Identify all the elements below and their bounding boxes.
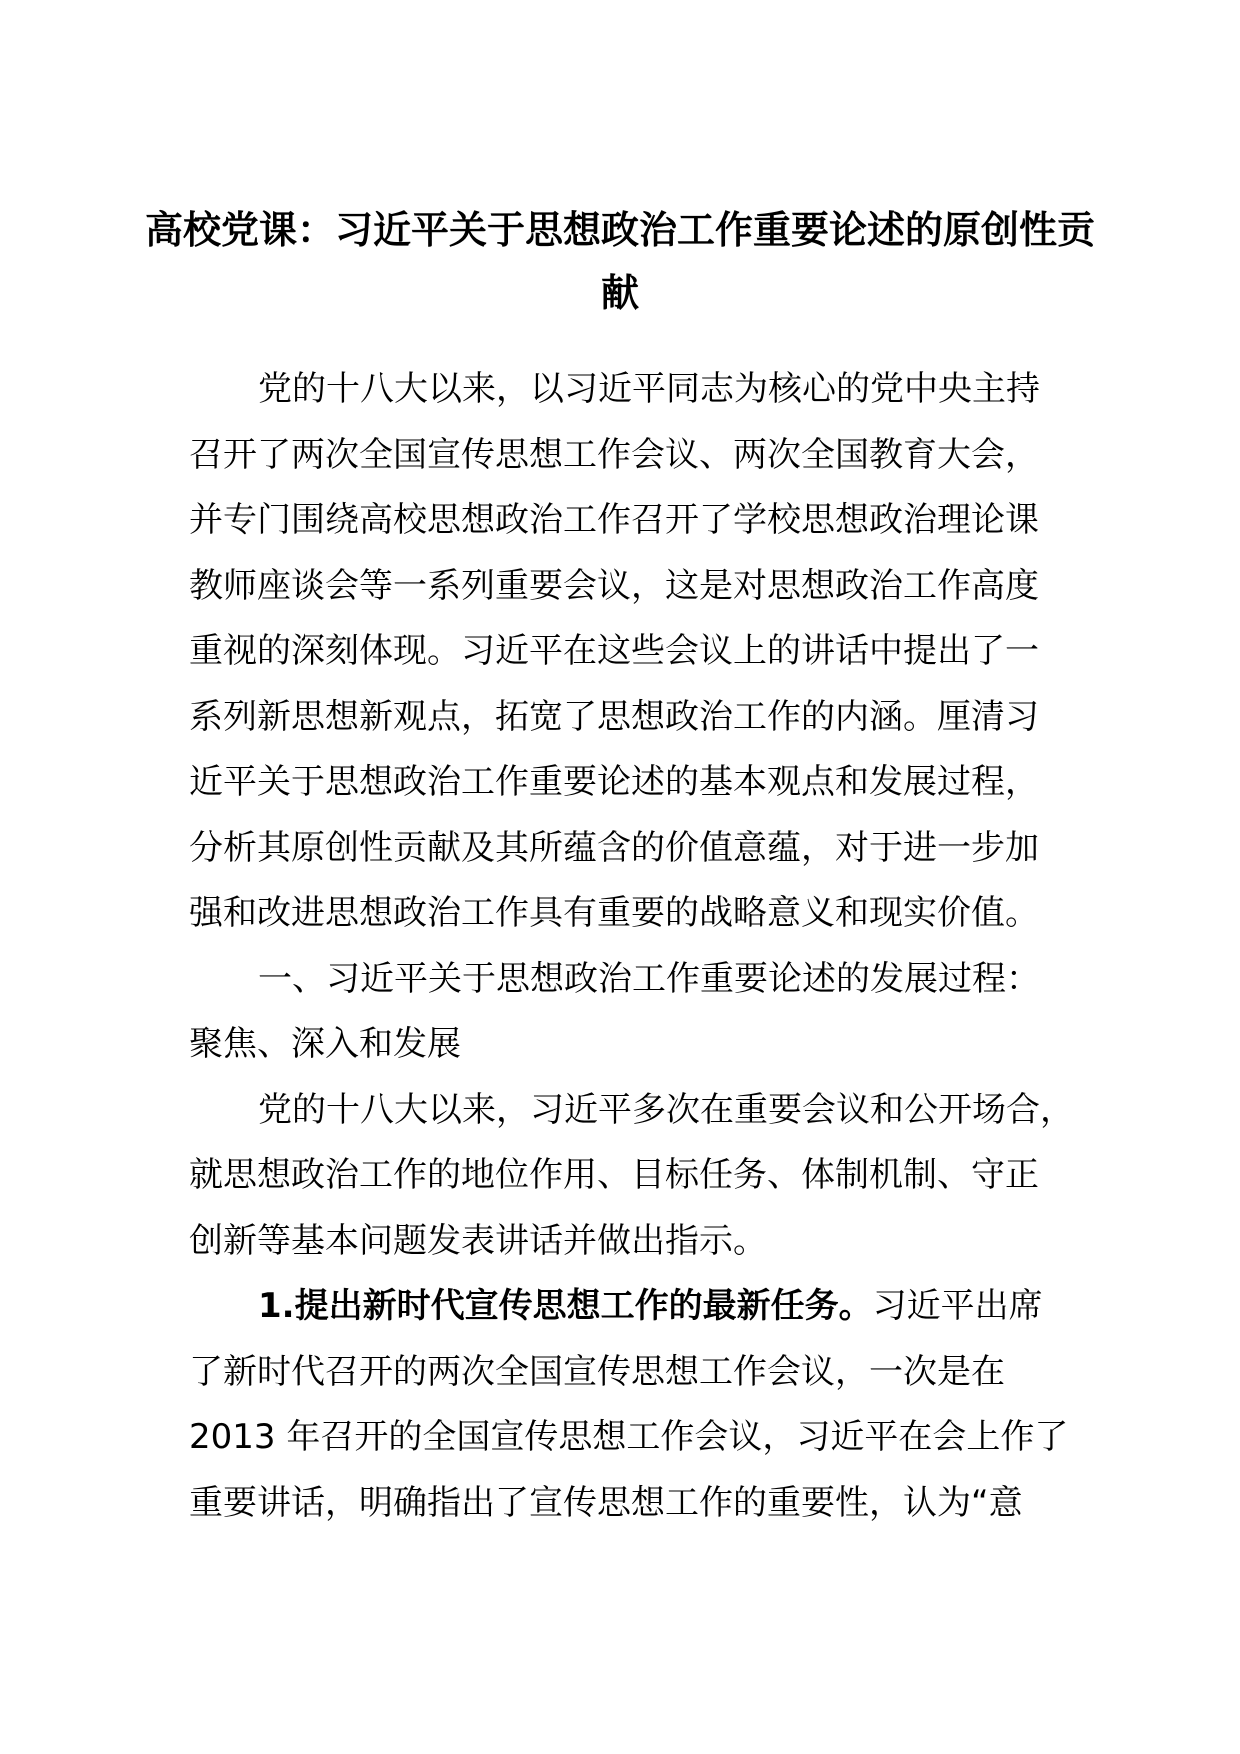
paragraph-line: 就思想政治工作的地位作用、目标任务、体制机制、守正 — [189, 1155, 1039, 1195]
paragraph-line: 党的十八大以来，习近平多次在重要会议和公开场合， — [258, 1089, 1074, 1130]
paragraph-line: 并专门围绕高校思想政治工作召开了学校思想政治理论课 — [189, 500, 1039, 540]
paragraph-line: 2013 年召开的全国宣传思想工作会议，习近平在会上作了 — [189, 1417, 1069, 1457]
paragraph-line: 了新时代召开的两次全国宣传思想工作会议，一次是在 — [189, 1351, 1005, 1392]
paragraph-line: 召开了两次全国宣传思想工作会议、两次全国教育大会， — [189, 434, 1039, 475]
subsection-text: 习近平出席 — [872, 1286, 1043, 1326]
document-body — [189, 357, 1074, 1536]
paragraph-line: 党的十八大以来，以习近平同志为核心的党中央主持 — [258, 369, 1040, 409]
document-title-line-2: 献 — [600, 271, 639, 315]
section-heading-line: 聚焦、深入和发展 — [189, 1024, 461, 1064]
subsection-heading: 1.提出新时代宣传思想工作的最新任务。 — [258, 1286, 873, 1326]
section-heading-line: 一、习近平关于思想政治工作重要论述的发展过程： — [258, 958, 1040, 999]
subsection-line — [189, 1274, 1069, 1340]
document-title-line-1: 高校党课：习近平关于思想政治工作重要论述的原创性贡 — [144, 208, 1095, 252]
paragraph-line: 教师座谈会等一系列重要会议，这是对思想政治工作高度 — [189, 565, 1039, 606]
paragraph-line: 近平关于思想政治工作重要论述的基本观点和发展过程， — [189, 762, 1039, 802]
paragraph-line: 强和改进思想政治工作具有重要的战略意义和现实价值。 — [189, 893, 1039, 933]
paragraph-line: 重视的深刻体现。习近平在这些会议上的讲话中提出了一 — [189, 631, 1039, 671]
paragraph-line: 创新等基本问题发表讲话并做出指示。 — [189, 1220, 767, 1261]
paragraph-line: 重要讲话，明确指出了宣传思想工作的重要性，认为“意 — [189, 1482, 1023, 1523]
paragraph-line: 分析其原创性贡献及其所蕴含的价值意蕴，对于进一步加 — [189, 827, 1039, 868]
paragraph-line: 系列新思想新观点，拓宽了思想政治工作的内涵。厘清习 — [189, 696, 1039, 737]
